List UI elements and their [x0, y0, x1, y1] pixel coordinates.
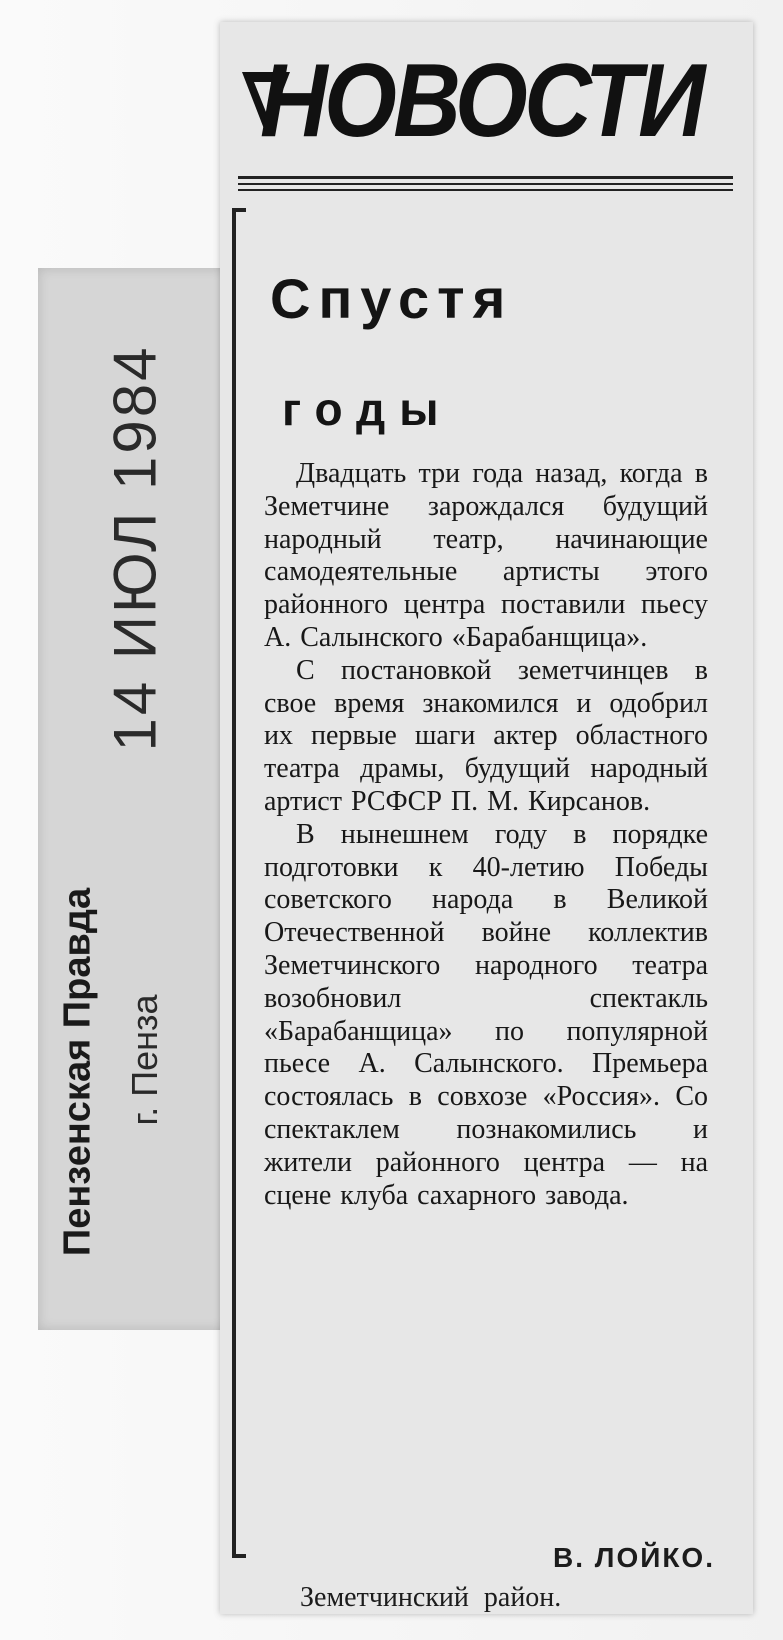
article-headline: [270, 244, 513, 464]
author-signature: В. ЛОЙКО.: [553, 1542, 715, 1573]
paragraph-1: Двадцать три года назад, когда в Земетчине зарождался будущий народный театр, начинающие самодеятельные артисты этого районного центра поставили пьесу А. Салынского «Барабанщица».: [264, 458, 708, 653]
column-rule-cap: [232, 208, 246, 212]
paragraph-2: С постановкой земетчинцев в свое время знакомился и одобрил их первые шаги актер областного театра драмы, будущий народный артист РСФСР П. М. Кирсанов.: [264, 654, 708, 817]
city-stamp: г. Пенза: [124, 994, 165, 1126]
newspaper-name-stamp: Пензенская Правда: [56, 887, 99, 1257]
newspaper-clipping: [220, 22, 753, 1614]
article-body: [264, 458, 708, 1212]
rubric-header: [238, 36, 733, 196]
headline-line-1: Спустя: [270, 267, 514, 330]
rubric-rules: [238, 176, 733, 195]
column-rule: [232, 210, 236, 1558]
headline-line-2: годы: [282, 383, 453, 435]
date-stamp: 14 ИЮЛ 1984: [101, 344, 169, 752]
column-rule-foot: [232, 1554, 246, 1558]
rubric-title: НОВОСТИ: [260, 43, 702, 159]
paragraph-3: В нынешнем году в порядке подготовки к 40-летию Победы советского народа в Великой Отечественной войне коллектив Земетчинского народного театра возобновил спектакль «Барабанщица» по популярной пьесе А. Салынского. Премьера состоялась в совхозе «Россия». Со спектаклем познакомились и жители районного центра — на сцене клуба сахарного завода.: [264, 818, 708, 1211]
author-district: Земетчинский район.: [300, 1582, 562, 1613]
